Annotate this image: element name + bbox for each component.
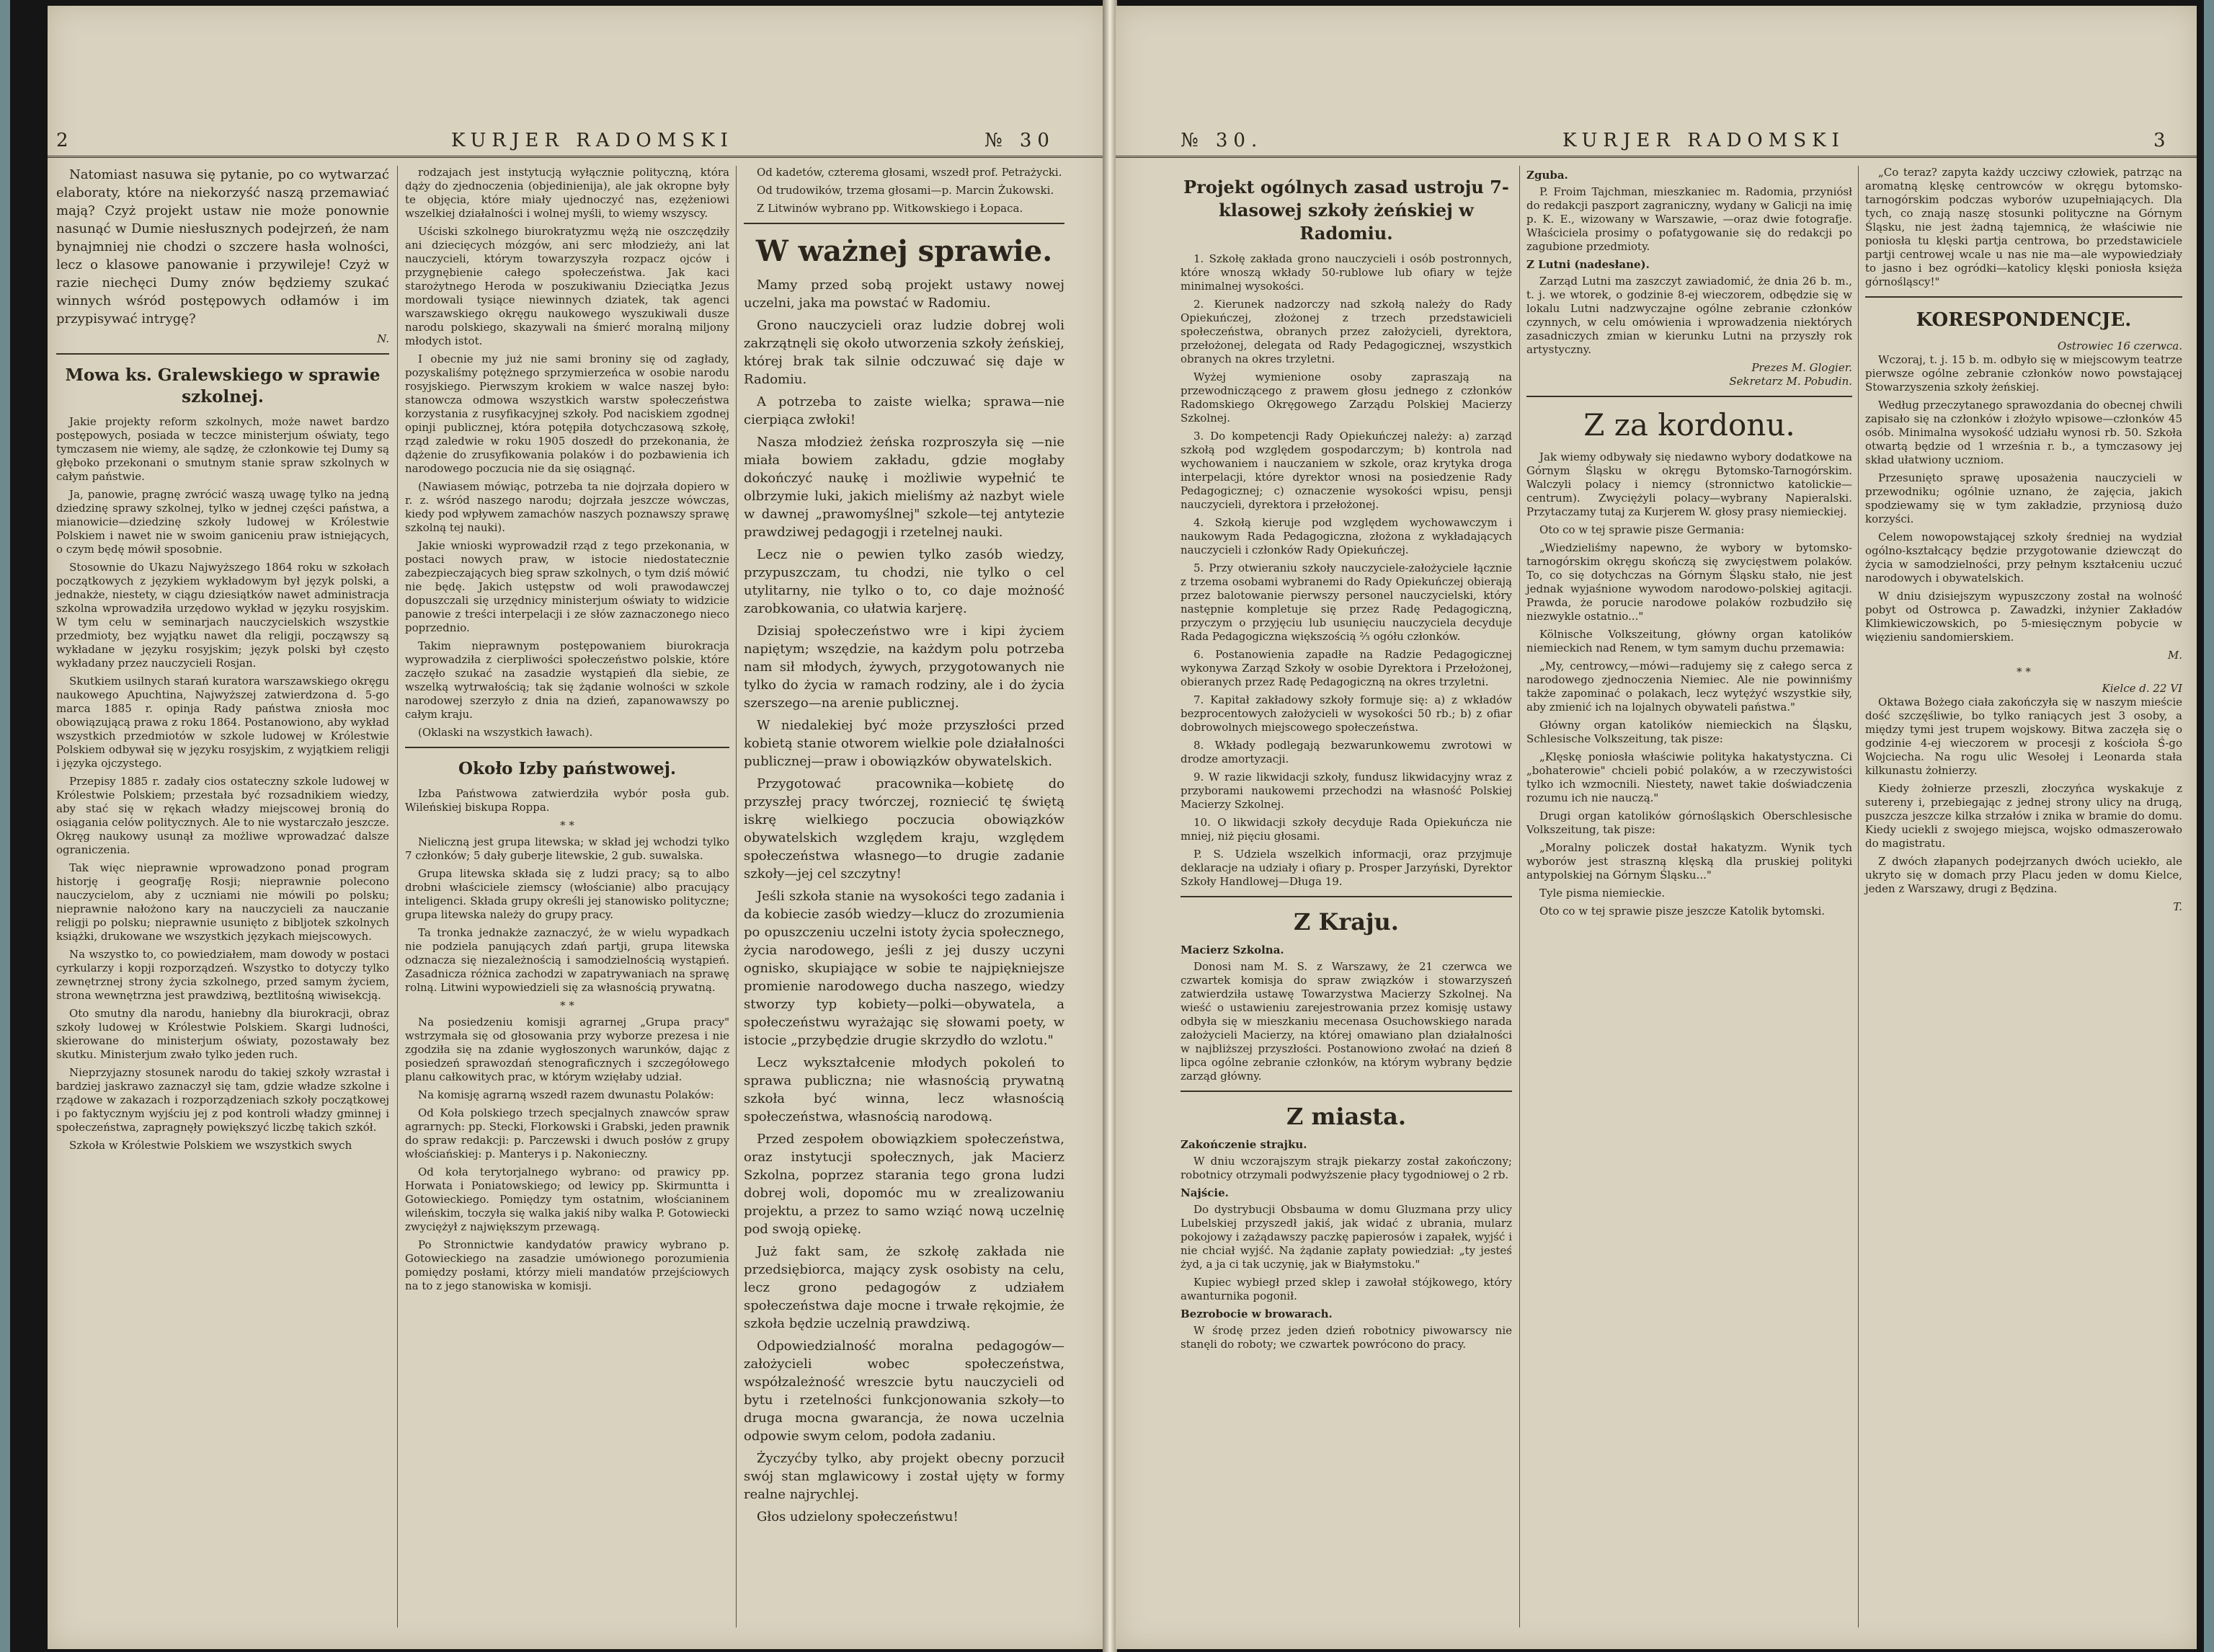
article-paragraph: A potrzeba to zaiste wielka; sprawa—nie cierpiąca zwłoki! xyxy=(744,394,1064,427)
left-page xyxy=(48,6,1107,1649)
article-paragraph: „Klęskę poniosła właściwie polityka hakatystyczna. Ci „bohaterowie" chcieli pobić polaków, a w rzeczywistości tylko ich wzmocnili. Niestety, nawet takie doświadczenia rozumu ich nie nauczą." xyxy=(1526,750,1852,804)
article-paragraph: Życzyćby tylko, aby projekt obecny porzucił swój stan mglawicowy i został ujęty w formy realne najrychlej. xyxy=(744,1451,1064,1502)
article-paragraph: W dniu wczorajszym strajk piekarzy został zakończony; robotnicy otrzymali podwyższenie płacy tygodniowej o 2 rb. xyxy=(1181,1155,1512,1181)
divider xyxy=(1181,1091,1512,1092)
column-rule xyxy=(397,166,398,1627)
article-paragraph: „My, centrowcy,—mówi—radujemy się z całego serca z narodowego zjednoczenia Niemiec. Ale nie powinniśmy także zapominać o polakach, lecz wytężyć wszystkie siły, aby zmienić ich na lojalnych obywateli państwa." xyxy=(1526,660,1852,714)
left-column-1 xyxy=(56,166,389,1627)
article-paragraph: Natomiast nasuwa się pytanie, po co wytwarzać elaboraty, które na niekorzyść naszą przemawiać mają? Czyż projekt ustaw nie może ponownie nasunąć w Dumie niesłusznych podejrzeń, że nam bynajmniej nie chodzi o szczere hasła wolności, lecz o klasowe panowanie i przywileje! Czyż w razie niechęci Dumy znów będziemy szukać winnych wśród postępowych odłamów i im przypisywać intrygę? xyxy=(56,167,389,327)
right-page-number: 3 xyxy=(2153,130,2171,151)
column-rule xyxy=(1858,166,1859,1627)
right-page xyxy=(1116,6,2197,1649)
article-paragraph: Od Koła polskiego trzech specjalnych znawców spraw agrarnych: pp. Stecki, Florkowski i Grabski, jeden prawnik do spraw redakcji: p. Parczewski i dwuch posłów z grupy włościańskiej: p. Manterys i p. Nakonieczny. xyxy=(405,1106,729,1160)
article-paragraph: Po Stronnictwie kandydatów prawicy wybrano p. Gotowieckiego na zasadzie umówionego porozumienia pomiędzy posłami, którzy mieli mandatów przejściowych na to z jego stanowiska w komisji. xyxy=(405,1238,729,1292)
list-item: 7. Kapitał zakładowy szkoły formuje się: a) z wkładów bezprocentowych założycieli w wysokości 50 rb.; b) z ofiar dobrowolnych miejscowego społeczeństwa. xyxy=(1181,693,1512,734)
article-paragraph: Kiedy żołnierze przeszli, złoczyńca wyskakuje z sutereny i, przebiegając z jednej strony ulicy na drugą, puszcza jeszcze kilka strzałów i znika w bramie do domu. Kiedy uciekli z swojego miejsca, wojsko odmaszerowało do magistratu. xyxy=(1865,782,2182,850)
article-paragraph: Oto co w tej sprawie pisze jeszcze Katolik bytomski. xyxy=(1539,905,1826,918)
article-signature: Sekretarz M. Pobudin. xyxy=(1729,375,1852,388)
article-paragraph: Z Litwinów wybrano pp. Witkowskiego i Łopaca. xyxy=(757,202,1023,215)
article-paragraph: Celem nowopowstającej szkoły średniej na wydział ogólno-kształcący będzie przygotowanie dziewcząt do życia w samodzielności, przy pełnym kształceniu uczuć narodowych i obywatelskich. xyxy=(1865,530,2182,585)
article-paragraph: Jeśli szkoła stanie na wysokości tego zadania i da kobiecie zasób wiedzy—klucz do zrozumienia po opuszczeniu uczelni istoty życia społecznego, życia narodowego, jeśli z jej duszy uczyni ognisko, skupiające w sobie te najpiękniejsze promienie narodowego ducha naszego, wiedzy stworzy typ kobiety—polki—obywatela, a społeczeństwu wyrażając się słowami poety, w istocie „przybędzie drugie skrzydło do wzlotu." xyxy=(744,889,1064,1048)
article-paragraph: Już fakt sam, że szkołę zakłada nie przedsiębiorca, mający zysk osobisty na celu, lecz grono pedagogów z udziałem społeczeństwa daje mocne i trwałe rękojmie, że szkoła będzie uczelnią prawdziwą. xyxy=(744,1244,1064,1331)
list-item: 8. Wkłady podlegają bezwarunkowemu zwrotowi w drodze amortyzacji. xyxy=(1181,739,1512,765)
article-paragraph: I obecnie my już nie sami broniny się od zagłady, pozyskaliśmy potężnego sprzymierzeńca w osobie narodu rosyjskiego. Pierwszym krokiem w walce naszej było: stanowcza odmowa wszystkich warstw społeczeństwa korzystania z rusyfikacyjnej szkoły. Pod naciskiem zgodnej opinji publicznej, która potępiła dotychczasową szkołę, rząd zaledwie w roku 1905 doszedł do przekonania, że dążenie do zrusyfikowania polaków i do pozbawienia ich narodowego poczucia nie da się osiągnąć. xyxy=(405,352,729,475)
article-paragraph: Nieprzyjazny stosunek narodu do takiej szkoły wzrastał i bardziej jaskrawo zaznaczył się tam, gdzie władze szkolne i rządowe w zakazach i rozporządzeniach szkoły początkowej i po faktycznym wyjściu jej z pod kontroli władzy gminnej i społeczeństwa, zapragnęły powiększyć liczbę takich szkół. xyxy=(56,1066,389,1134)
article-paragraph: Kölnische Volkszeitung, główny organ katolików niemieckich nad Renem, w tym samym duchu przemawia: xyxy=(1526,628,1852,654)
list-item: 1. Szkołę zakłada grono nauczycieli i osób postronnych, które wnoszą wkłady 50-rublowe lub ofiary w tejże minimalnej wysokości. xyxy=(1181,252,1512,293)
dateline: Ostrowiec 16 czerwca. xyxy=(2057,339,2182,352)
article-paragraph: Jakie wnioski wyprowadził rząd z tego przekonania, w postaci nowych praw, w istocie niedostatecznie zabezpieczających bieg spraw szkolnych, o tym dziś mówić nie będę. Jakich ustępstw od woli prawodawczej dopuszczali się urzędnicy ministerjum oświaty to widzicie panowie z treści interpelacji i ze słów zaznaczonego nieco poprzednio. xyxy=(405,539,729,634)
article-paragraph: Jakie projekty reform szkolnych, może nawet bardzo postępowych, posiada w teczce ministerjum oświaty, tego tymczasem nie wiemy, ale sądzę, że członkowie tej Dumy są głęboko przekonani o smutnym stanie spraw szkolnych w całym państwie. xyxy=(56,415,389,483)
page-fold xyxy=(1103,0,1117,1652)
divider xyxy=(1526,396,1852,397)
article-subheading: Z Lutni (nadesłane). xyxy=(1526,258,1650,271)
list-item: Wyżej wymienione osoby zapraszają na przewodniczącego z prawem głosu jednego z członków Radomskiego Okręgowego Zarządu Polskiej Macierzy Szkolnej. xyxy=(1181,370,1512,425)
right-issue-number: № 30. xyxy=(1181,130,1263,151)
article-paragraph: Grupa litewska składa się z ludzi pracy; są to albo drobni właściciele ziemscy (włościanie) albo pracujący inteligenci. Składa grupy określi jej stanowisko polityczne; grupa litewska należy do grupy pracy. xyxy=(405,867,729,921)
article-paragraph: Izba Państwowa zatwierdziła wybór posła gub. Wileńskiej biskupa Roppa. xyxy=(405,787,729,814)
article-paragraph: Według przeczytanego sprawozdania do obecnej chwili zapisało się na członków i złożyło wpisowe—członków 45 osób. Minimalna wysokość udziału wynosi rb. 50. Szkoła otwartą będzie od 1 września r. b., a tymczasowy jej skład ułatwiony uczniom. xyxy=(1865,399,2182,466)
article-paragraph: rodzajach jest instytucją wyłącznie polityczną, która dąży do zjednoczenia (objedinienija), ale jak okropne były te objęcia, które miały ujednoczyć nas, ezężeniowi wszelkiej działalności i wolnej myśli, to wiemy wszyscy. xyxy=(405,166,729,220)
article-paragraph: Takim nieprawnym postępowaniem biurokracja wyprowadziła z cierpliwości społeczeństwo polskie, które zaczęło szukać na zasadzie wystąpień dla siebie, ze wszelką wytrwałością; tak się żądanie wolności w szkole narodowej szerzyło z dnia na dzień, zapanowawszy po całym kraju. xyxy=(405,639,729,721)
article-paragraph: Główny organ katolików niemieckich na Śląsku, Schlesische Volkszeitung, tak pisze: xyxy=(1526,719,1852,745)
article-paragraph: Tyle pisma niemieckie. xyxy=(1539,887,1666,900)
divider xyxy=(405,747,729,748)
list-item: P. S. Udziela wszelkich informacji, oraz przyjmuje deklaracje na udziały i ofiary p. Prosper Jarzyński, Dyrektor Szkoły Handlowej—Długa 19. xyxy=(1181,848,1512,888)
left-issue-number: № 30 xyxy=(984,130,1055,151)
article-paragraph: Tak więc nieprawnie wprowadzono ponad program historję i geografję Rosji; nieprawnie polecono nauczycielom, aby z uczniami nie mówili po polsku; nieprawnie nałożono kary na nauczycieli za nauczanie religji po polsku; nieprawnie usunięto z bibljotek szkolnych książki, drukowane we wszystkich językach miejscowych. xyxy=(56,861,389,943)
article-paragraph: Szkoła w Królestwie Polskiem we wszystkich swych xyxy=(69,1139,352,1152)
article-paragraph: Oto smutny dla narodu, haniebny dla biurokracji, obraz szkoły ludowej w Królestwie Polskiem. Skargi ludności, skierowane do ministerjum oświaty, pozostawały bez skutku. Ministerjum zwało tylko jeden ruch. xyxy=(56,1007,389,1061)
article-subheading: Zguba. xyxy=(1526,169,1568,182)
article-title: Projekt ogólnych zasad ustroju 7-klasowej szkoły żeńskiej w Radomiu. xyxy=(1183,177,1509,244)
article-paragraph: Stosownie do Ukazu Najwyższego 1864 roku w szkołach początkowych z językiem wykładowym był język polski, a jednakże, niestety, w ciągu dziesiątków nawet administracja szkolna wprowadziła urzędowo wykład w języku rosyjskim. W tym celu w seminarjach nauczycielskich wszystkie przedmioty, bez wyjątku nawet dla religji, począwszy są wykładane w języku rosyjskim; język polski był często wykładany przez nauczycieli Rosjan. xyxy=(56,561,389,670)
article-paragraph: Do dystrybucji Obsbauma w domu Gluzmana przy ulicy Lubelskiej przyszedł jakiś, jak widać z ubrania, mularz pokojowy i zażądawszy paczkę papierosów i zapałek, wyjść i nie chciał wyjść. Na żądanie zapłaty powiedział: „ty jesteś żyd, a ja ci tak uczynię, jak w Białymstoku." xyxy=(1181,1203,1512,1271)
list-item: 5. Przy otwieraniu szkoły nauczyciele-założyciele łącznie z trzema osobami wybranemi do Rady Opiekuńczej obierają przez balotowanie pierwszy personel nauczycielski, który następnie kompletuje się przez Radę Pedagogiczną, przyczym o przyjęciu lub usunięciu nauczyciela decyduje Rada Pedagogiczna większością ⅔ ogółu członków. xyxy=(1181,561,1512,643)
article-paragraph: Wczoraj, t. j. 15 b. m. odbyło się w miejscowym teatrze pierwsze ogólne zebranie członków nowo powstającej Stowarzyszenia szkoły żeńskiej. xyxy=(1865,353,2182,394)
article-title: Około Izby państwowej. xyxy=(458,759,676,778)
article-title: W ważnej sprawie. xyxy=(755,234,1053,268)
article-paragraph: Z dwóch złapanych podejrzanych dwóch uciekło, ale ukryto się w domach przy Placu jeden w domu Kielce, jeden z Warszawy, drugi z Będzina. xyxy=(1865,855,2182,895)
article-paragraph: Na komisję agrarną wszedł razem dwunastu Polaków: xyxy=(418,1088,714,1101)
right-page-header xyxy=(1116,127,2197,158)
article-paragraph: Ja, panowie, pragnę zwrócić waszą uwagę tylko na jedną dziedzinę sprawy szkolnej, tylko w jednej części państwa, a mianowicie—dziedzinę szkoły ludowej w Królestwie Polskiem i nawet nie w swoim ganiceniu praw istniejących, o czym będę mówił sposobnie. xyxy=(56,488,389,556)
article-paragraph: W niedalekiej być może przyszłości przed kobietą stanie otworem wielkie pole działalności publicznej—praw i obowiązków obywatelskich. xyxy=(744,718,1064,769)
article-paragraph: Nasza młodzież żeńska rozproszyła się —nie miała bowiem zakładu, gdzie mogłaby dokończyć naukę i możliwie wypełnić te olbrzymie luki, jakich mieliśmy aż nazbyt wiele w dawnej „prawomyślnej" szkole—tej antytezie prawdziwej pedagogji i rzetelnej nauki. xyxy=(744,435,1064,540)
article-paragraph: Jak wiemy odbywały się niedawno wybory dodatkowe na Górnym Śląsku w okręgu Bytomsko-Tarnogórskim. Walczyli polacy i niemcy (stronnictwo katolickie—centrum). Zwyciężyli polacy—wybrany Napieralski. Przytaczamy tutaj za Kurjerem W. głosy prasy niemieckiej. xyxy=(1526,450,1852,518)
article-subheading: Macierz Szkolna. xyxy=(1181,943,1284,956)
section-title: KORESPONDENCJE. xyxy=(1916,309,2132,331)
right-column-3 xyxy=(1865,166,2182,1627)
article-paragraph: Przesunięto sprawę uposażenia nauczycieli w przewodniku; ogólnie uznano, że zajęcia, jakich spodziewamy się w tym zakładzie, przyniosą dużo korzyści. xyxy=(1865,471,2182,525)
article-paragraph: (Oklaski na wszystkich ławach). xyxy=(418,726,593,739)
right-scanner-edge xyxy=(2204,0,2214,1652)
article-paragraph: Ta tronka jednakże zaznaczyć, że w wielu wypadkach nie podziela panujących zdań partji, grupa litewska odznacza się niezależnością i samodzielnością wystąpień. Zasadnicza różnica zachodzi w zapatrywaniach na sprawę rolną. Litwini wypowiedzieli się za własnością prywatną. xyxy=(405,926,729,994)
section-title: Z miasta. xyxy=(1286,1103,1406,1130)
list-item: 2. Kierunek nadzorczy nad szkołą należy do Rady Opiekuńczej, złożonej z trzech przedstawicieli społeczeństwa, obranych przez założycieli, dyrektora, przełożonej, delegata od Rady Pedagogicznej, wszystkich obranych na okres trzyletni. xyxy=(1181,298,1512,365)
article-paragraph: „Moralny policzek dostał hakatyzm. Wynik tych wyborów jest straszną klęską dla pruskiej polityki antypolskiej na Górnym Śląsku..." xyxy=(1526,841,1852,881)
article-paragraph: Od trudowików, trzema głosami—p. Marcin Żukowski. xyxy=(757,184,1054,197)
article-paragraph: Zarząd Lutni ma zaszczyt zawiadomić, że dnia 26 b. m., t. j. we wtorek, o godzinie 8-ej wieczorem, odbędzie się w lokalu Lutni nadzwyczajne ogólne zebranie członków czynnych, w celu omówienia i wprowadzenia niektórych zasadniczych zmian w kierunku Lutni na przyszły rok artystyczny. xyxy=(1526,275,1852,356)
article-paragraph: „Wiedzieliśmy napewno, że wybory w bytomsko-tarnogórskim okręgu skończą się zwycięstwem polaków. To, co się dotychczas na Górnym Śląsku stało, nie jest jednak wyjaśnione wywodom narodowo-polskiej agitacji. Prawda, że porucie narodowe polaków rozbudziło się niezwykle ostatnio..." xyxy=(1526,541,1852,623)
section-stars: * * xyxy=(560,819,574,832)
list-item: 4. Szkołą kieruje pod względem wychowawczym i naukowym Rada Pedagogiczna, złożona z wykładających nauczycieli i członków Rady Opiekuńczej. xyxy=(1181,516,1512,556)
article-paragraph: W dniu dzisiejszym wypuszczony został na wolność pobyt od Ostrowca p. Zawadzki, inżynier Zakładów Klimkiewiczowskich, po 5-miesięcznym pobycie w więzieniu sandomierskiem. xyxy=(1865,590,2182,644)
article-paragraph: Oto co w tej sprawie pisze Germania: xyxy=(1539,523,1745,536)
article-paragraph: Donosi nam M. S. z Warszawy, że 21 czerwca we czwartek komisja do spraw związków i stowarzyszeń zatwierdziła ustawę Towarzystwa Macierzy Szkolnej. Na wieść o ustawieniu zarejestrowania przez komisję ustawy odbyła się w mieszkaniu mecenasa Osuchowskiego narada założycieli Macierzy, na której omawiano plan działalności w najbliższej przyszłości. Postanowiono zwołać na dzień 8 lipca ogólne zebranie członków, na którym wybrany będzie zarząd główny. xyxy=(1181,960,1512,1083)
article-paragraph: Kupiec wybiegł przed sklep i zawołał stójkowego, który awanturnika pogonił. xyxy=(1181,1276,1512,1302)
article-signature: T. xyxy=(2173,900,2182,913)
list-item: 9. W razie likwidacji szkoły, fundusz likwidacyjny wraz z przyborami naukowemi przechodzi na własność Polskiej Macierzy Szkolnej. xyxy=(1181,771,1512,811)
section-stars: * * xyxy=(2017,665,2031,678)
right-column-1 xyxy=(1181,166,1512,1627)
article-signature: N. xyxy=(377,332,389,345)
article-paragraph: Lecz nie o pewien tylko zasób wiedzy, przypuszczam, tu chodzi, nie tylko o cel utylitarny, nie tylko o to, co daje możność zarobkowania, co ułatwia karjerę. xyxy=(744,547,1064,616)
right-masthead: KURJER RADOMSKI xyxy=(1562,130,1845,151)
left-column-3 xyxy=(744,166,1064,1627)
list-item: 3. Do kompetencji Rady Opiekuńczej należy: a) zarząd szkołą pod względem gospodarczym; b) kontrola nad wychowaniem i nauczaniem w szkole, oraz krytyka droga interpelacji, które dyrektor wnosi na posiedzenie Rady Pedagogicznej; c) oznaczenie wysokości wpisu, pensji nauczycieli, dyrektora i przełożonej. xyxy=(1181,430,1512,511)
divider xyxy=(1181,896,1512,897)
column-rule xyxy=(1519,166,1520,1627)
article-paragraph: Drugi organ katolików górnośląskich Oberschlesische Volkszeitung, tak pisze: xyxy=(1526,809,1852,836)
section-title: Z za kordonu. xyxy=(1583,407,1795,443)
article-paragraph: Uściski szkolnego biurokratyzmu wężą nie oszczędziły ani dziecięcych mózgów, ani serc młodzieży, ani lat nauczycieli, którym towarzyszyła rozpacz ojców i przygnębienie całego społeczeństwa. Jak kaci starożytnego Heroda w poszukiwaniu Dzieciątka Jezus mordowali tysiące niewinnych dziatek, tak agenci warszawskiego okręgu naukowego wyszukiwali dusze narodu polskiego, skazywali na śmierć moralną miljony młodych istot. xyxy=(405,225,729,347)
article-subheading: Najście. xyxy=(1181,1186,1229,1199)
article-paragraph: Od koła terytorjalnego wybrano: od prawicy pp. Horwata i Poniatowskiego; od lewicy pp. Skirmuntta i Gotowieckiego. Pomiędzy tym ostatnim, włościaninem wileńskim, toczyła się walka jakiś niby walka P. Gotowiecki zwyciężył z największym przewagą. xyxy=(405,1165,729,1233)
section-stars: * * xyxy=(560,999,574,1012)
article-paragraph: Grono nauczycieli oraz ludzie dobrej woli zakrzątnęli się około utworzenia szkoły żeńskiej, której brak tak silnie odczuwać się daje w Radomiu. xyxy=(744,318,1064,387)
article-paragraph: Skutkiem usilnych starań kuratora warszawskiego okręgu naukowego Apuchtina, Najwyższej zatwierdzona d. 5-go marca 1885 r. opinja Rady państwa zniosła moc obowiązującą prawa z roku 1864. Postanowiono, aby wykład wszystkich przedmiotów w szkole ludowej w Królestwie Polskiem odbywał się w języku rosyjskim, z wyjątkiem religji i języka ojczystego. xyxy=(56,675,389,770)
article-paragraph: Nieliczną jest grupa litewska; w skład jej wchodzi tylko 7 członków; 5 dały guberje litewskie, 2 gub. suwalska. xyxy=(405,835,729,862)
left-page-number: 2 xyxy=(56,130,74,151)
article-subheading: Bezrobocie w browarach. xyxy=(1181,1307,1333,1320)
article-paragraph: Przed zespołem obowiązkiem społeczeństwa, oraz instytucji społecznych, jak Macierz Szkolna, poprzez starania tego grona ludzi dobrej woli, dopomóc mu w zrealizowaniu projektu, a przez to samo wziąć nową uczelnię pod swoją opiekę. xyxy=(744,1132,1064,1237)
article-paragraph: P. Froim Tajchman, mieszkaniec m. Radomia, przyniósł do redakcji paszport zagraniczny, wydany w Galicji na imię p. K. E., wizowany w Warszawie, —oraz dwie fotografje. Właściciela prosimy o pofatygowanie się do redakcji po zagubione przedmioty. xyxy=(1526,185,1852,253)
section-title: Z Kraju. xyxy=(1294,908,1399,936)
left-masthead: KURJER RADOMSKI xyxy=(451,130,734,151)
article-paragraph: (Nawiasem mówiąc, potrzeba ta nie dojrzała dopiero w r. z. wśród naszego narodu; dojrzała jeszcze wówczas, kiedy pod wpływem zamachów naszych poznawszy sprawę szkolną tej nauki). xyxy=(405,480,729,534)
left-column-2 xyxy=(405,166,729,1627)
article-signature: Prezes M. Glogier. xyxy=(1751,361,1852,374)
article-signature: M. xyxy=(2167,649,2182,662)
article-paragraph: Oktawa Bożego ciała zakończyła się w naszym mieście dość szczęśliwie, bo tylko raniących jest 3 osoby, a między tymi jest trupem wojskowy. Bitwa zaczęła się o godzinie 4-ej wieczorem w procesji z kościoła Ś-go Wojciecha. Na rogu ulic Wesołej i Leonarda stała kilkunastu żołnierzy. xyxy=(1865,696,2182,777)
article-paragraph: Odpowiedzialność moralna pedagogów—założycieli wobec społeczeństwa, współzależność wreszcie bytu nauczycieli od bytu i rzetelności funkcjonowania szkoły—to druga mocna gwarancja, że nowa uczelnia odpowie swym celom, podoła zadaniu. xyxy=(744,1338,1064,1444)
divider xyxy=(744,223,1064,224)
list-item: 10. O likwidacji szkoły decyduje Rada Opiekuńcza nie mniej, niż pięciu głosami. xyxy=(1181,816,1512,843)
article-paragraph: Przygotować pracownika—kobietę do przyszłej pracy twórczej, rozniecić tę świętą iskrę wielkiego poczucia obowiązków obywatelskich względem kraju, względem społeczeństwa własnego—to drugie zadanie szkoły—jej cel szczytny! xyxy=(744,776,1064,881)
article-paragraph: W środę przez jeden dzień robotnicy piwowarscy nie stanęli do roboty; we czwartek powrócono do pracy. xyxy=(1181,1324,1512,1351)
list-item: 6. Postanowienia zapadłe na Radzie Pedagogicznej wykonywa Zarząd Szkoły w osobie Dyrektora i Przełożonej, obieranych przez Radę Pedagogiczną na okres trzyletni. xyxy=(1181,648,1512,688)
divider xyxy=(56,353,389,355)
article-paragraph: Głos udzielony społeczeństwu! xyxy=(757,1509,959,1524)
article-paragraph: Na wszystko to, co powiedziałem, mam dowody w postaci cyrkularzy i kopji rozporządzeń. Wszystko to dotyczy tylko zewnętrznej strony życia szkolnego, przed samym życiem, strona wewnętrzna jest prawdziwą, beztlitośną wiwisekcją. xyxy=(56,948,389,1002)
article-paragraph: Przepisy 1885 r. zadały cios ostateczny szkole ludowej w Królestwie Polskiem; przestała być rozsadnikiem wiedzy, aby stać się w rękach władzy miejscowej bronią do osiągania celów politycznych. Ale to nie wystarczało jeszcze. Okręg naukowy usunął za możliwe wprowadzać dalsze ograniczenia. xyxy=(56,775,390,856)
article-paragraph: Dzisiaj społeczeństwo wre i kipi życiem napiętym; wszędzie, na każdym polu potrzeba nam sił młodych, żywych, przygotowanych nie tylko do życia w ramach rodziny, ale i do życia szerszego—na arenie publicznej. xyxy=(744,623,1064,711)
right-column-2 xyxy=(1526,166,1852,1627)
article-paragraph: Na posiedzeniu komisji agrarnej „Grupa pracy" wstrzymała się od głosowania przy wyborze prezesa i nie zgodziła się na zdanie wygłoszonych warunków, dając z posiedzeń sprawozdań stenograficznych i szczegółowego planu całkowitych prac, w którym wzięłaby udział. xyxy=(405,1016,729,1083)
article-paragraph: „Co teraz? zapyta każdy uczciwy człowiek, patrząc na aromatną klęskę centrowców w okręgu bytomsko-tarnogórskim podczas wyborów uzupełniających. Dla tych, co znają naszę stosunki polityczne na Górnym Śląsku, nie jest żadną tajemnicą, że właściwie nie poniosła tu klęski partja centrowa, bo przedstawiciele partji centrowej wcale u nas nie ma—ale wypowiedziały to jasno i bez ogródki—katolicy klęski poniosła księża górnośląscy!" xyxy=(1865,166,2182,288)
divider xyxy=(1865,296,2182,298)
left-scanner-edge xyxy=(0,0,10,1652)
article-paragraph: Lecz wykształcenie młodych pokoleń to sprawa publiczna; nie własnością prywatną szkoła być winna, lecz własnością społeczeństwa, własnością narodową. xyxy=(744,1055,1064,1124)
article-subheading: Zakończenie strajku. xyxy=(1181,1138,1307,1151)
column-rule xyxy=(736,166,737,1627)
left-page-header xyxy=(48,127,1107,158)
dateline: Kielce d. 22 VI xyxy=(2102,682,2182,695)
article-paragraph: Od kadetów, czterema głosami, wszedł prof. Petrażycki. xyxy=(757,166,1062,179)
article-paragraph: Mamy przed sobą projekt ustawy nowej uczelni, jaka ma powstać w Radomiu. xyxy=(744,277,1064,311)
article-title: Mowa ks. Gralewskiego w sprawie szkolnej. xyxy=(65,365,381,407)
